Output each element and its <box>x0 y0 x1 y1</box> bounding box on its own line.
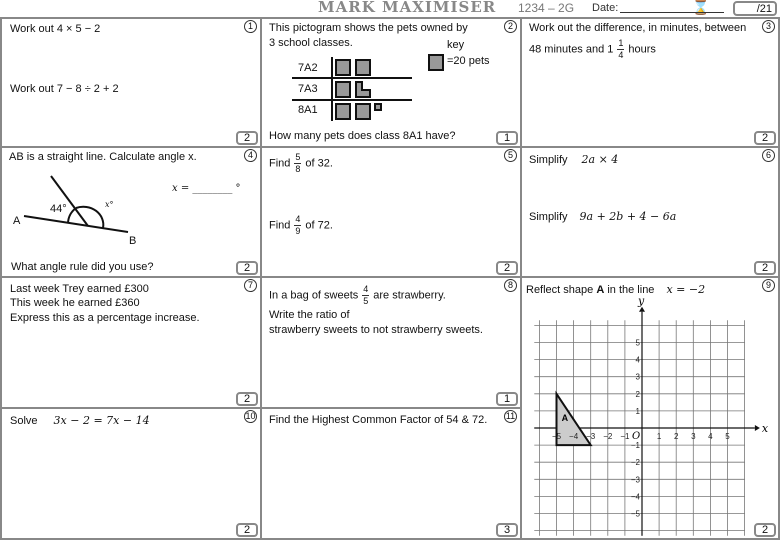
pet-symbol-partial <box>355 81 371 98</box>
q10-text <box>10 414 150 427</box>
q6-part-b <box>529 210 676 223</box>
equation: 3x − 2 = 7x − 14 <box>53 414 150 427</box>
fraction <box>294 215 301 236</box>
y-tick-label: −4 <box>630 492 640 502</box>
fraction <box>294 153 301 174</box>
angle-label-x: x° <box>105 200 114 209</box>
question-number: 2 <box>504 20 517 33</box>
marks-box: 2 <box>236 392 258 406</box>
marks-box: 2 <box>754 523 776 537</box>
marks-box: 1 <box>496 131 518 145</box>
pet-symbol <box>355 103 371 120</box>
pet-symbol-small <box>374 103 382 111</box>
angle-diagram <box>2 148 142 248</box>
date-field[interactable] <box>620 12 724 13</box>
pet-symbol <box>335 103 351 120</box>
q9-mid: in the line <box>604 284 655 296</box>
expression: 9a + 2b + 4 − 6a <box>579 210 677 223</box>
marks-box: 1 <box>496 392 518 406</box>
x-tick-label: −4 <box>569 432 579 441</box>
question-number: 9 <box>762 279 775 292</box>
x-tick-label: 4 <box>708 432 713 441</box>
x-tick-label: −1 <box>620 432 630 441</box>
key-value: =20 pets <box>447 55 490 67</box>
numerator: 4 <box>363 284 369 294</box>
marks-box: 2 <box>496 261 518 275</box>
q5-a-post: of 32. <box>305 157 333 170</box>
q9-pre: Reflect shape <box>526 284 597 296</box>
q1-part-b: Work out 7 − 8 ÷ 2 + 2 <box>10 83 119 95</box>
question-number: 1 <box>244 20 257 33</box>
denominator: 9 <box>295 226 301 236</box>
x-tick-label: −2 <box>603 432 613 441</box>
question-number: 6 <box>762 149 775 162</box>
question-number: 10 <box>245 411 256 421</box>
numerator: 4 <box>295 214 301 224</box>
denominator: 5 <box>363 296 369 306</box>
y-tick-label: 2 <box>635 389 640 399</box>
x-tick-label: 5 <box>725 432 730 441</box>
question-8 <box>260 276 522 409</box>
question-3 <box>520 17 780 148</box>
q8-line2: Write the ratio of <box>269 309 350 321</box>
marks-box: 2 <box>236 131 258 145</box>
q5-part-b <box>269 215 333 236</box>
point-b-label: B <box>129 235 137 247</box>
question-1 <box>0 17 262 148</box>
row-label: 7A3 <box>298 83 318 95</box>
x-axis-arrow <box>755 425 760 431</box>
q8-line1 <box>269 285 446 306</box>
key-symbol <box>428 54 444 71</box>
origin-label: O <box>632 431 641 442</box>
question-number: 8 <box>504 279 517 292</box>
question-number: 11 <box>505 411 516 421</box>
y-tick-label: −2 <box>630 458 640 468</box>
shape-a-label: A <box>561 413 569 424</box>
marks-box: 2 <box>236 261 258 275</box>
y-tick-label: −5 <box>630 509 640 519</box>
marks-box: 2 <box>236 523 258 537</box>
question-6 <box>520 146 780 278</box>
q3-post: hours <box>628 43 656 56</box>
hourglass-icon: ⌛ <box>692 0 710 15</box>
marks-box: 3 <box>496 523 518 537</box>
q7-line1: Last week Trey earned £300 <box>10 283 149 295</box>
question-number: 7 <box>244 279 257 292</box>
q3-text: Work out the difference, in minutes, between <box>529 22 747 34</box>
pictogram-divider <box>292 99 412 101</box>
y-tick-label: 5 <box>635 338 640 348</box>
question-2 <box>260 17 522 148</box>
q5-part-a <box>269 153 333 174</box>
denominator: 8 <box>295 164 301 174</box>
expression: 2a × 4 <box>581 153 619 166</box>
q5-b-post: of 72. <box>305 219 333 232</box>
pet-symbol <box>335 81 351 98</box>
angle-label-44: 44° <box>50 203 67 215</box>
find-label: Find <box>269 157 291 170</box>
question-7 <box>0 276 262 409</box>
question-number: 5 <box>504 149 517 162</box>
question-number: 3 <box>762 20 775 33</box>
simplify-label: Simplify <box>529 154 568 166</box>
q6-part-a <box>529 153 618 166</box>
marks-box: 2 <box>754 131 776 145</box>
q8-pre: In a bag of sweets <box>269 289 359 302</box>
question-5 <box>260 146 522 278</box>
q3-pre: 48 minutes and 1 <box>529 43 614 56</box>
x-tick-label: 2 <box>673 432 679 441</box>
q8-line3: strawberry sweets to not strawberry sweets. <box>269 324 483 336</box>
pictogram-divider <box>292 77 412 79</box>
worksheet-title: MARK MAXIMISER <box>318 0 497 16</box>
y-tick-label: 4 <box>635 355 640 365</box>
y-tick-label: −1 <box>630 441 640 451</box>
numerator: 5 <box>295 152 301 162</box>
row-label: 8A1 <box>298 104 318 116</box>
x-tick-label: −3 <box>586 432 596 441</box>
coordinate-grid[interactable] <box>522 278 778 540</box>
score-box: /21 <box>733 1 777 16</box>
q7-line2: This week he earned £360 <box>10 297 140 309</box>
pet-symbol <box>355 59 371 76</box>
x-tick-label: 1 <box>656 432 662 441</box>
point-a-label: A <box>13 215 21 227</box>
q1-part-a: Work out 4 × 5 − 2 <box>10 23 101 35</box>
y-tick-label: 3 <box>635 372 640 382</box>
simplify-label: Simplify <box>529 211 568 223</box>
x-tick-label: 3 <box>691 432 696 441</box>
shape-name: A <box>596 284 605 296</box>
line-equation: x = −2 <box>666 283 706 296</box>
y-tick-label: −3 <box>630 475 640 485</box>
q2-text-line1: This pictogram shows the pets owned by <box>269 22 468 34</box>
q11-text: Find the Highest Common Factor of 54 & 72. <box>269 414 488 426</box>
marks-box: 2 <box>754 261 776 275</box>
q4-question: What angle rule did you use? <box>11 261 154 273</box>
y-axis-label: y <box>638 294 645 308</box>
find-label: Find <box>269 219 291 232</box>
q2-text-line2: 3 school classes. <box>269 37 353 49</box>
fraction <box>617 39 624 60</box>
question-4 <box>0 146 262 278</box>
worksheet-code: 1234 – 2G <box>518 1 575 15</box>
date-label: Date: <box>592 2 619 14</box>
answer-line[interactable]: x = ________ ° <box>172 183 241 194</box>
x-axis-label: x <box>761 422 769 435</box>
fraction <box>362 285 369 306</box>
row-label: 7A2 <box>298 62 318 74</box>
question-11 <box>260 407 522 540</box>
q4-text: AB is a straight line. Calculate angle x. <box>9 151 197 163</box>
pet-symbol <box>335 59 351 76</box>
pictogram-divider-vertical <box>331 57 333 121</box>
q8-post: are strawberry. <box>373 289 446 302</box>
x-tick-label: −5 <box>551 432 562 441</box>
key-label: key <box>447 39 465 51</box>
solve-label: Solve <box>10 415 38 427</box>
q2-question: How many pets does class 8A1 have? <box>269 130 456 142</box>
question-10 <box>0 407 262 540</box>
q3-expression <box>529 39 656 60</box>
numerator: 1 <box>618 38 624 48</box>
question-number: 4 <box>244 149 257 162</box>
question-9 <box>520 276 780 540</box>
denominator: 4 <box>618 50 624 60</box>
q7-line3: Express this as a percentage increase. <box>10 312 200 324</box>
y-tick-label: 1 <box>635 406 640 416</box>
